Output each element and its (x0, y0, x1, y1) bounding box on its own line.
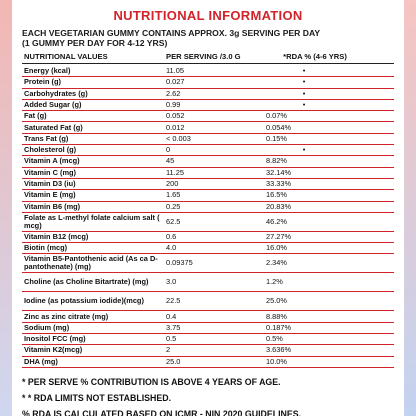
table-row (22, 111, 394, 122)
table-row (22, 292, 394, 311)
table-row (22, 89, 394, 100)
rda-value: 1.2% (266, 277, 283, 287)
rda-value: • (302, 66, 306, 76)
rda-value: 0.187% (266, 322, 292, 332)
per-serving-value: 0 (166, 145, 171, 155)
per-serving-value: 0.99 (166, 99, 181, 109)
table-row (22, 213, 394, 232)
table-row (22, 145, 394, 156)
panel-title: NUTRITIONAL INFORMATION (113, 8, 303, 23)
rda-value: 8.82% (266, 156, 287, 166)
table-row (22, 190, 394, 201)
nutrient-name: Protein (g) (24, 77, 61, 87)
rda-value: 8.88% (266, 311, 287, 321)
nutrition-panel (12, 0, 404, 416)
nutrition-table (22, 66, 394, 368)
rda-value: 33.33% (266, 179, 292, 189)
rda-value: 0.054% (266, 122, 292, 132)
rda-value: • (302, 99, 306, 109)
nutrient-name: Biotin (mcg) (24, 243, 68, 253)
header-nutritional-values: NUTRITIONAL VALUES (24, 52, 108, 61)
table-row (22, 243, 394, 254)
per-serving-value: < 0.003 (166, 133, 191, 143)
table-row (22, 357, 394, 368)
per-serving-value: 0.012 (166, 122, 185, 132)
per-serving-value: 25.0 (166, 356, 181, 366)
per-serving-value: 0.4 (166, 311, 177, 321)
per-serving-value: 200 (166, 179, 179, 189)
serving-info (22, 28, 394, 48)
nutrient-name: Inositol FCC (mg) (24, 334, 86, 344)
nutrient-name: DHA (mg) (24, 356, 58, 366)
rda-value: 0.5% (266, 334, 283, 344)
table-row (22, 202, 394, 213)
per-serving-value: 45 (166, 156, 175, 166)
rda-value: 10.0% (266, 356, 287, 366)
rda-value: 0.15% (266, 133, 287, 143)
rda-value: 2.34% (266, 258, 287, 268)
table-row (22, 345, 394, 356)
nutrient-name: Zinc as zinc citrate (mg) (24, 311, 109, 321)
per-serving-value: 1.65 (166, 190, 181, 200)
table-row (22, 100, 394, 111)
per-serving-value: 3.75 (166, 322, 181, 332)
per-serving-value: 0.052 (166, 111, 185, 121)
footnote-rda-limits: * * RDA LIMITS NOT ESTABLISHED. (22, 392, 172, 403)
background-right (404, 0, 416, 416)
per-serving-value: 0.25 (166, 201, 181, 211)
nutrient-name: Vitamin K2(mcg) (24, 345, 83, 355)
footnote-per-serve: * PER SERVE % CONTRIBUTION IS ABOVE 4 YEARS OF AGE. (22, 376, 281, 387)
nutrient-name: Cholesterol (g) (24, 145, 77, 155)
header-rda: *RDA % (4-6 YRS) (283, 52, 347, 61)
table-header (22, 52, 394, 64)
table-row (22, 273, 394, 292)
table-row (22, 232, 394, 243)
nutrient-name: Carbohydrates (g) (24, 88, 88, 98)
nutrient-name: Vitamin B6 (mg) (24, 201, 81, 211)
table-row (22, 134, 394, 145)
nutrient-name: Vitamin C (mg) (24, 167, 77, 177)
nutrient-name: Saturated Fat (g) (24, 122, 83, 132)
rda-value: 0.07% (266, 111, 287, 121)
per-serving-value: 2 (166, 345, 171, 355)
rda-value: 25.0% (266, 296, 287, 306)
per-serving-value: 11.05 (166, 66, 184, 76)
per-serving-value: 0.09375 (166, 258, 193, 268)
rda-value: 3.636% (266, 345, 292, 355)
nutrient-name: Choline (as Choline Bitartrate) (mg) (24, 277, 149, 287)
nutrient-name: Vitamin B12 (mcg) (24, 231, 89, 241)
rda-value: 16.0% (266, 243, 287, 253)
serving-info-line-2: (1 GUMMY PER DAY FOR 4-12 YRS) (22, 38, 168, 48)
rda-value: • (302, 88, 306, 98)
rda-value: 20.83% (266, 201, 292, 211)
table-row (22, 77, 394, 88)
nutrient-name: Added Sugar (g) (24, 99, 82, 109)
nutrient-name: Vitamin D3 (iu) (24, 179, 76, 189)
background-left (0, 0, 12, 416)
rda-value: 27.27% (266, 231, 292, 241)
nutrient-name: Folate as L-methyl folate calcium salt ( mcg) (24, 212, 160, 230)
table-row (22, 168, 394, 179)
serving-info-line-1: EACH VEGETARIAN GUMMY CONTAINS APPROX. 3g SERVING PER DAY (22, 28, 321, 38)
nutrient-name: Sodium (mg) (24, 322, 70, 332)
table-row (22, 323, 394, 334)
per-serving-value: 11.25 (166, 167, 184, 177)
per-serving-value: 3.0 (166, 277, 177, 287)
footnotes (22, 377, 394, 416)
table-row (22, 66, 394, 77)
per-serving-value: 0.027 (166, 77, 185, 87)
nutrient-name: Trans Fat (g) (24, 133, 69, 143)
table-row (22, 179, 394, 190)
footnote-icmr: % RDA IS CALCULATED BASED ON ICMR - NIN 2020 GUIDELINES. (22, 408, 302, 416)
table-row (22, 311, 394, 322)
per-serving-value: 22.5 (166, 296, 181, 306)
rda-value: 46.2% (266, 216, 287, 226)
nutrient-name: Vitamin B5-Pantothenic acid (As ca D-pantothenate) (mg) (24, 254, 158, 272)
table-row (22, 334, 394, 345)
table-row (22, 156, 394, 167)
rda-value: 32.14% (266, 167, 292, 177)
header-per-serving: PER SERVING /3.0 G (166, 52, 241, 61)
nutrient-name: Vitamin A (mcg) (24, 156, 80, 166)
nutrient-name: Energy (kcal) (24, 66, 71, 76)
per-serving-value: 0.5 (166, 334, 177, 344)
rda-value: • (302, 145, 306, 155)
nutrient-name: Fat (g) (24, 111, 47, 121)
nutrient-name: Iodine (as potassium iodide)(mcg) (24, 296, 144, 306)
table-row (22, 122, 394, 133)
rda-value: 16.5% (266, 190, 287, 200)
per-serving-value: 0.6 (166, 231, 177, 241)
per-serving-value: 62.5 (166, 216, 181, 226)
per-serving-value: 2.62 (166, 88, 181, 98)
nutrient-name: Vitamin E (mg) (24, 190, 76, 200)
per-serving-value: 4.0 (166, 243, 177, 253)
rda-value: • (302, 77, 306, 87)
table-row (22, 254, 394, 273)
